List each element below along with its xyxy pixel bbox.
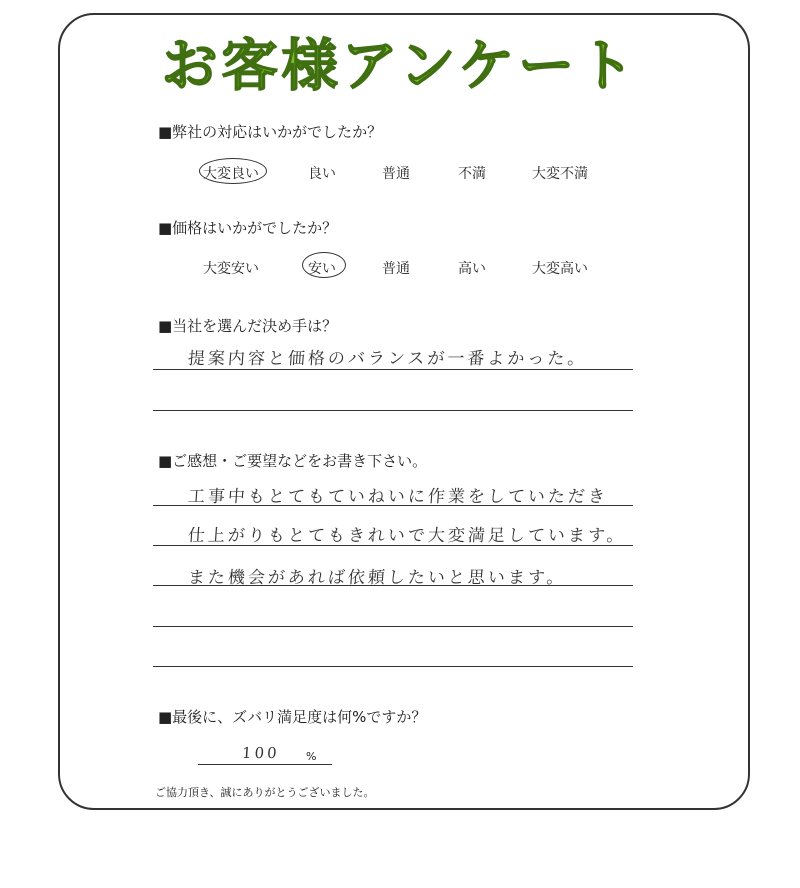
q1-option-5[interactable]: 大変不満 <box>532 166 588 182</box>
answer-rule <box>153 626 633 627</box>
footer-thanks: ご協力頂き、誠にありがとうございました。 <box>155 786 375 799</box>
q3-answer-line-1: 提案内容と価格のバランスが一番よかった。 <box>187 349 589 369</box>
q2-option-1[interactable]: 大変安い <box>203 261 259 277</box>
satisfaction-value: 100 <box>241 744 281 762</box>
question-4-label: ■ご感想・ご要望などをお書き下さい。 <box>158 452 428 470</box>
answer-rule <box>153 410 633 411</box>
answer-rule <box>153 585 633 586</box>
q1-option-2[interactable]: 良い <box>308 166 336 182</box>
survey-title: お客様アンケート <box>161 34 639 99</box>
answer-rule <box>153 666 633 667</box>
q1-option-4[interactable]: 不満 <box>458 166 486 182</box>
q1-option-3[interactable]: 普通 <box>382 166 410 182</box>
percent-unit: % <box>306 750 317 763</box>
answer-rule <box>153 505 633 506</box>
q1-selected-circle <box>199 158 267 184</box>
q2-option-4[interactable]: 高い <box>458 261 486 277</box>
q2-selected-circle <box>302 252 346 278</box>
q4-answer-line-1: 工事中もとてもていねいに作業をしていただき <box>187 487 609 507</box>
q2-option-2[interactable]: 安い <box>308 261 336 277</box>
q1-option-1[interactable]: 大変良い <box>203 166 259 182</box>
q2-option-3[interactable]: 普通 <box>382 261 410 277</box>
percent-rule <box>198 764 332 765</box>
q4-answer-line-2: 仕上がりもとてもきれいで大変満足しています。 <box>187 526 628 546</box>
answer-rule <box>153 545 633 546</box>
question-1-label: ■弊社の対応はいかがでしたか？ <box>158 123 383 141</box>
question-3-label: ■当社を選んだ決め手は？ <box>158 317 338 335</box>
q4-answer-line-3: また機会があれば依頼したいと思います。 <box>187 568 568 588</box>
answer-rule <box>153 369 633 370</box>
question-2-label: ■価格はいかがでしたか？ <box>158 219 338 237</box>
q2-option-5[interactable]: 大変高い <box>532 261 588 277</box>
question-5-label: ■最後に、ズバリ満足度は何%ですか？ <box>158 708 427 726</box>
